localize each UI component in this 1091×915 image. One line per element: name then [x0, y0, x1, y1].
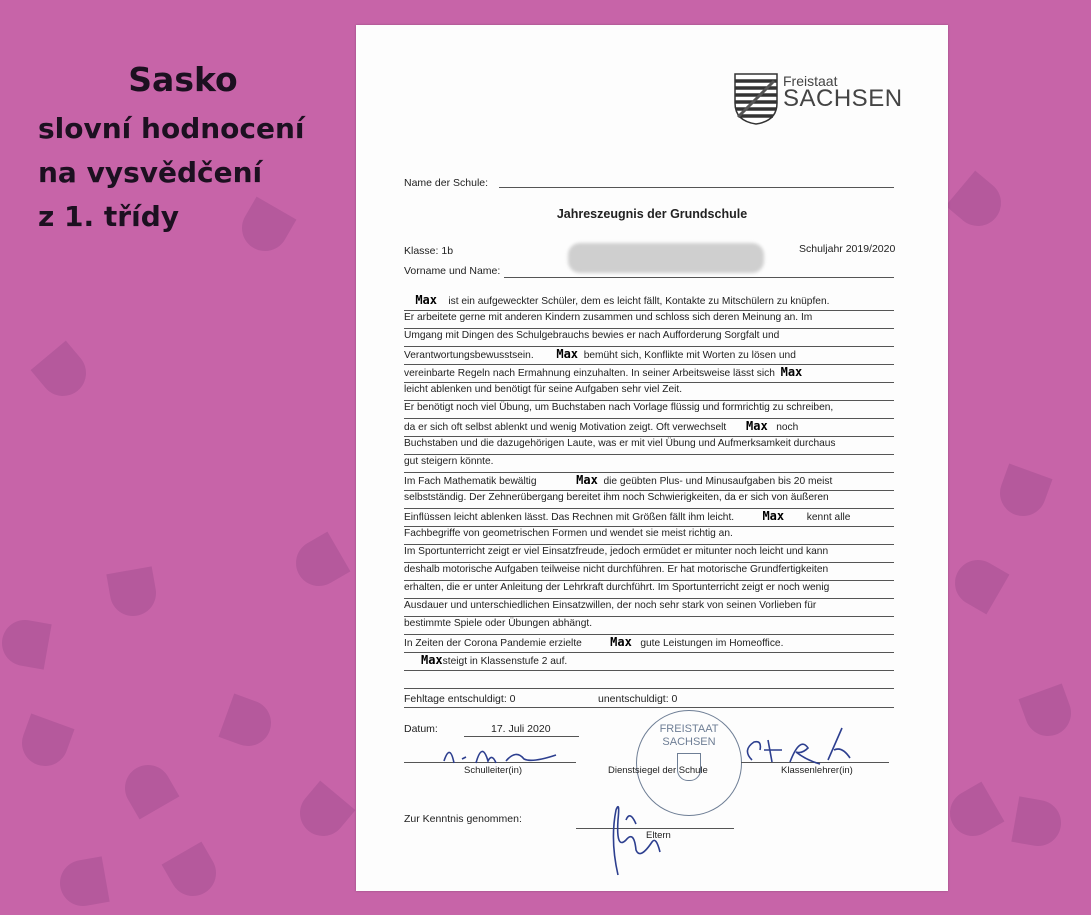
- document-heading: Jahreszeugnis der Grundschule: [556, 207, 748, 221]
- coat-of-arms-icon: [734, 73, 778, 125]
- petal-decoration: [31, 341, 96, 406]
- noted-label: Zur Kenntnis genommen:: [404, 813, 522, 825]
- student-name-label: Vorname und Name:: [404, 265, 501, 277]
- class-label: Klasse: 1b: [404, 245, 454, 257]
- absent-unexcused: unentschuldigt: 0: [598, 693, 678, 705]
- evaluation-line: [404, 293, 894, 311]
- petal-decoration: [946, 171, 1011, 236]
- petal-decoration: [0, 616, 52, 669]
- parents-signature-icon: [596, 780, 696, 880]
- petal-decoration: [1011, 796, 1064, 849]
- student-name-tag: Max: [762, 509, 785, 523]
- evaluation-text: vereinbarte Regeln nach Ermahnung einzuhalten. In seiner Arbeitsweise lässt sich: [404, 368, 775, 379]
- petal-decoration: [1019, 684, 1078, 743]
- evaluation-line: Er arbeitete gerne mit anderen Kindern zusammen und schloss sich deren Meinung an. Im: [404, 311, 894, 329]
- caption-line: slovní hodnocení: [38, 112, 305, 145]
- seal-bottom-text: SACHSEN: [662, 736, 716, 748]
- report-card: [356, 25, 948, 891]
- petal-decoration: [947, 552, 1010, 615]
- student-name-tag: Max: [556, 347, 579, 361]
- petal-decoration: [106, 566, 159, 619]
- evaluation-line: Fachbegriffe von geometrischen Formen und wendet sie meist richtig an.: [404, 527, 894, 545]
- teacher-signature-icon: [738, 720, 858, 770]
- student-name-tag: Max: [415, 293, 438, 307]
- evaluation-line: leicht ablenken und benötigt für seine Aufgaben sehr viel Zeit.: [404, 383, 894, 401]
- evaluation-line: Buchstaben und die dazugehörigen Laute, was er mit viel Übung und Aufmerksamkeit durchaus: [404, 437, 894, 455]
- evaluation-text: Verantwortungsbewusstsein.: [404, 350, 534, 361]
- evaluation-line: [404, 365, 894, 383]
- evaluation-line: [404, 509, 894, 527]
- evaluation-line-empty: [404, 671, 894, 689]
- parents-label: Eltern: [646, 830, 671, 841]
- evaluation-text: Einflüssen leicht ablenken lässt. Das Rechnen mit Größen fällt ihm leicht.: [404, 512, 735, 523]
- petal-decoration: [942, 782, 1005, 845]
- seal-top-text: FREISTAAT: [659, 723, 719, 735]
- petal-decoration: [162, 842, 225, 905]
- absent-excused: Fehltage entschuldigt: 0: [404, 693, 516, 705]
- evaluation-text: kennt alle: [806, 512, 851, 523]
- evaluation-line: Umgang mit Dingen des Schulgebrauchs bewies er nach Aufforderung Sorgfalt und: [404, 329, 894, 347]
- date-label: Datum:: [404, 723, 438, 735]
- student-name-tag: Max: [576, 473, 598, 487]
- student-name-line: [504, 277, 894, 278]
- student-name-tag: Max: [610, 635, 632, 649]
- evaluation-line: erhalten, die er unter Anleitung der Lehrkraft durchführt. Im Sportunterricht zeigt er noch wenig: [404, 581, 894, 599]
- evaluation-line: selbstständig. Der Zehnerübergang bereitet ihm noch Schwierigkeiten, da er sich von äußeren: [404, 491, 894, 509]
- student-name-tag: Max: [420, 653, 443, 667]
- student-name-tag: Max: [780, 365, 803, 379]
- head-signature-icon: [436, 733, 566, 773]
- school-name-line: [499, 187, 894, 188]
- evaluation-line: Im Sportunterricht zeigt er viel Einsatzfreude, jedoch ermüdet er mitunter noch leicht und kann: [404, 545, 894, 563]
- evaluation-text: bemüht sich, Konflikte mit Worten zu lösen und: [583, 350, 796, 361]
- petal-decoration: [291, 781, 356, 846]
- evaluation-line: [404, 473, 894, 491]
- logo-freistaat: Freistaat: [783, 73, 838, 89]
- logo-sachsen: SACHSEN: [783, 85, 903, 112]
- school-year: Schuljahr 2019/2020: [799, 243, 896, 255]
- student-name-tag: Max: [746, 419, 768, 433]
- teacher-label: Klassenlehrer(in): [781, 765, 853, 776]
- evaluation-text: da er sich oft selbst ablenkt und wenig Motivation zeigt. Oft verwechselt: [404, 422, 727, 433]
- evaluation-line: Er benötigt noch viel Übung, um Buchstaben nach Vorlage flüssig und formrichtig zu schreiben,: [404, 401, 894, 419]
- evaluation-text: noch: [776, 422, 799, 433]
- evaluation-line: Ausdauer und unterschiedlichen Einsatzwillen, der noch sehr stark von seinen Vorlieben für: [404, 599, 894, 617]
- evaluation-line: bestimmte Spiele oder Übungen abhängt.: [404, 617, 894, 635]
- school-name-label: Name der Schule:: [404, 177, 489, 189]
- evaluation-text: Im Fach Mathematik bewältig: [404, 476, 537, 487]
- caption-line: z 1. třídy: [38, 200, 179, 233]
- evaluation-text: steigt in Klassenstufe 2 auf.: [442, 656, 568, 667]
- absence-line: [404, 707, 894, 708]
- evaluation-text: ist ein aufgeweckter Schüler, dem es leicht fällt, Kontakte zu Mitschülern zu knüpfen.: [448, 296, 830, 307]
- evaluation-line: [404, 347, 894, 365]
- caption-line: na vysvědčení: [38, 156, 263, 189]
- petal-decoration: [219, 694, 278, 753]
- evaluation-line: [404, 419, 894, 437]
- evaluation-line: [404, 653, 894, 671]
- head-label: Schulleiter(in): [464, 765, 523, 776]
- redacted-name: [568, 243, 764, 273]
- evaluation-line: deshalb motorische Aufgaben teilweise nicht durchführen. Er hat motorische Grundfertigkeiten: [404, 563, 894, 581]
- evaluation-line: gut steigern könnte.: [404, 455, 894, 473]
- evaluation-text: gute Leistungen im Homeoffice.: [640, 638, 784, 649]
- petal-decoration: [994, 464, 1053, 523]
- petal-decoration: [16, 714, 75, 773]
- evaluation-line: [404, 635, 894, 653]
- caption-title: Sasko: [128, 60, 238, 99]
- seal-label: Dienstsiegel der Schule: [608, 765, 708, 776]
- petal-decoration: [288, 532, 351, 595]
- petal-decoration: [56, 856, 109, 909]
- petal-decoration: [117, 757, 180, 820]
- date-value: 17. Juli 2020: [491, 723, 551, 735]
- caption-block: [38, 60, 338, 239]
- evaluation-text: In Zeiten der Corona Pandemie erzielte: [404, 638, 582, 649]
- evaluation-text: die geübten Plus- und Minusaufgaben bis 20 meist: [603, 476, 833, 487]
